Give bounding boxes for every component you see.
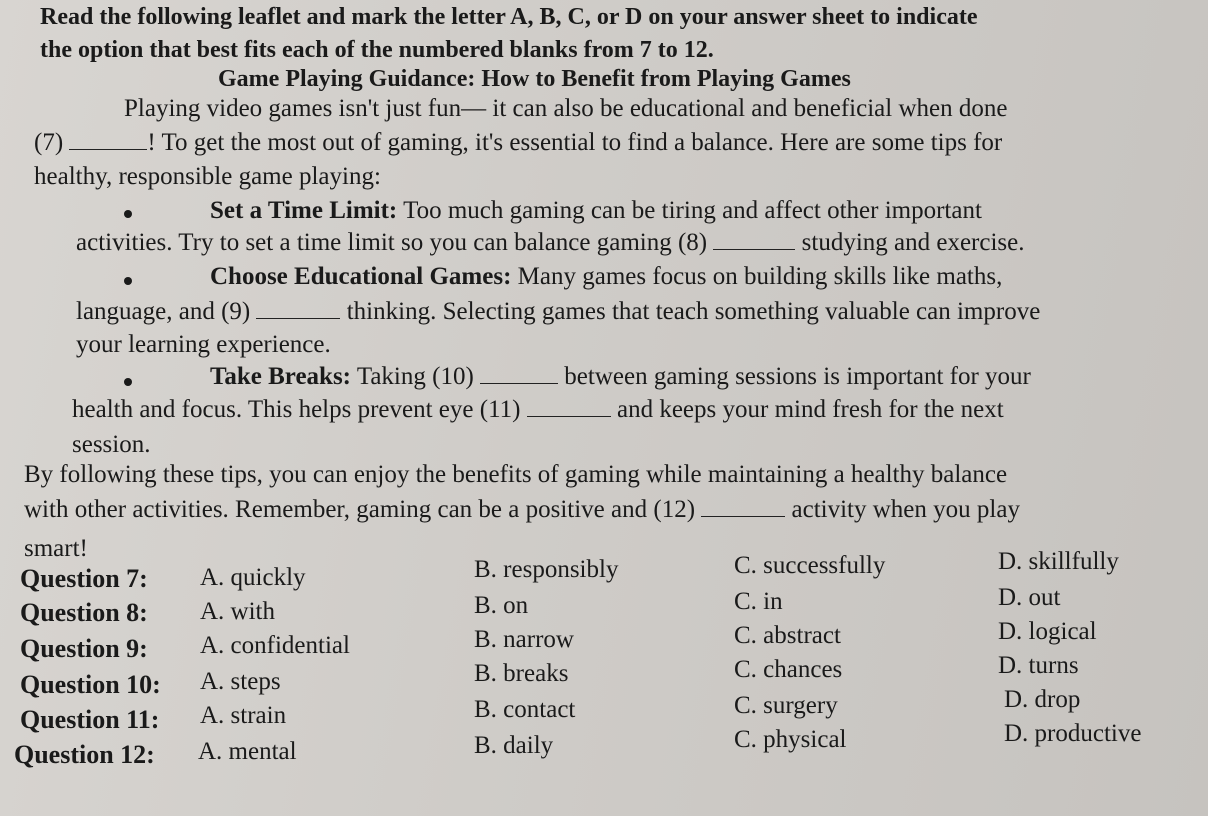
option-b[interactable]: B. daily — [474, 732, 554, 759]
question-label: Question 7: — [20, 564, 148, 593]
option-b[interactable]: B. contact — [474, 696, 576, 723]
question-label: Question 9: — [20, 634, 148, 663]
blank-12-label: with other activities. Remember, gaming can be a positive and (12) — [24, 496, 702, 523]
option-a[interactable]: A. with — [200, 598, 275, 625]
tip-1-line-1 — [210, 196, 982, 226]
blank-10 — [480, 363, 558, 384]
blank-9-label: language, and (9) — [76, 298, 257, 325]
option-d[interactable]: D. out — [998, 584, 1061, 611]
option-d[interactable]: D. skillfully — [998, 548, 1119, 575]
tip-2-line-1 — [210, 262, 1002, 292]
question-label: Question 8: — [20, 598, 148, 627]
option-b[interactable]: B. narrow — [474, 626, 574, 653]
option-d[interactable]: D. drop — [1004, 686, 1081, 713]
tip-1-heading: Set a Time Limit: — [210, 197, 398, 224]
option-a[interactable]: A. strain — [200, 702, 287, 729]
tip-3-line-3: session. — [72, 431, 151, 458]
blank-9 — [256, 298, 340, 319]
tip-3-line-1 — [210, 362, 1031, 392]
blank-7-label: (7) — [34, 129, 70, 156]
option-d[interactable]: D. productive — [1004, 720, 1142, 747]
tip-3-line-1-rest: between gaming sessions is important for your — [558, 363, 1031, 390]
option-b[interactable]: B. breaks — [474, 660, 569, 687]
tip-2-heading: Choose Educational Games: — [210, 263, 512, 290]
bullet-icon — [124, 277, 132, 285]
option-d[interactable]: D. turns — [998, 652, 1079, 679]
closing-line-1: By following these tips, you can enjoy the benefits of gaming while maintaining a healthy balance — [24, 461, 1008, 488]
option-d[interactable]: D. logical — [998, 618, 1097, 645]
blank-8-label: activities. Try to set a time limit so you can balance gaming (8) — [76, 229, 714, 256]
closing-line-2 — [24, 495, 1020, 525]
tip-2-text: Many games focus on building skills like maths, — [511, 263, 1003, 290]
option-a[interactable]: A. steps — [200, 668, 281, 695]
option-a[interactable]: A. mental — [198, 738, 297, 765]
option-b[interactable]: B. responsibly — [474, 556, 619, 583]
blank-8 — [713, 229, 795, 250]
leaflet-title: Game Playing Guidance: How to Benefit from Playing Games — [218, 66, 851, 92]
option-c[interactable]: C. abstract — [734, 622, 841, 649]
option-b[interactable]: B. on — [474, 592, 529, 619]
blank-7 — [69, 129, 147, 150]
instruction-line-1: Read the following leaflet and mark the letter A, B, C, or D on your answer sheet to indicate — [40, 4, 978, 30]
tip-2-line-2 — [76, 297, 1040, 327]
question-label: Question 11: — [20, 705, 160, 734]
option-c[interactable]: C. successfully — [734, 552, 886, 579]
intro-line-3: healthy, responsible game playing: — [34, 163, 381, 190]
option-a[interactable]: A. quickly — [200, 564, 306, 591]
blank-10-label: Taking (10) — [351, 363, 481, 390]
intro-line-2 — [34, 128, 1002, 158]
blank-11 — [527, 396, 611, 417]
question-label: Question 12: — [14, 740, 155, 769]
tip-3-heading: Take Breaks: — [210, 363, 352, 390]
option-c[interactable]: C. physical — [734, 726, 847, 753]
closing-line-2-rest: activity when you play — [785, 496, 1020, 523]
blank-12 — [701, 496, 785, 517]
bullet-icon — [124, 378, 132, 386]
tip-2-line-2-rest: thinking. Selecting games that teach something valuable can improve — [340, 298, 1041, 325]
tip-3-line-2 — [72, 395, 1004, 425]
option-c[interactable]: C. chances — [734, 656, 843, 683]
blank-11-label: health and focus. This helps prevent eye (11) — [72, 396, 527, 423]
tip-1-line-2-rest: studying and exercise. — [795, 229, 1025, 256]
closing-line-3: smart! — [24, 535, 88, 562]
question-label: Question 10: — [20, 670, 161, 699]
option-c[interactable]: C. in — [734, 588, 783, 615]
tip-1-line-2 — [76, 228, 1025, 258]
intro-line-2-rest: ! To get the most out of gaming, it's essential to find a balance. Here are some tips for — [147, 129, 1003, 156]
tip-3-line-2-rest: and keeps your mind fresh for the next — [610, 396, 1004, 423]
intro-line-1: Playing video games isn't just fun— it can also be educational and beneficial when done — [124, 95, 1008, 122]
bullet-icon — [124, 210, 132, 218]
instruction-line-2: the option that best fits each of the numbered blanks from 7 to 12. — [40, 37, 714, 63]
option-c[interactable]: C. surgery — [734, 692, 838, 719]
tip-2-line-3: your learning experience. — [76, 331, 331, 358]
option-a[interactable]: A. confidential — [200, 632, 350, 659]
tip-1-text: Too much gaming can be tiring and affect other important — [397, 197, 982, 224]
